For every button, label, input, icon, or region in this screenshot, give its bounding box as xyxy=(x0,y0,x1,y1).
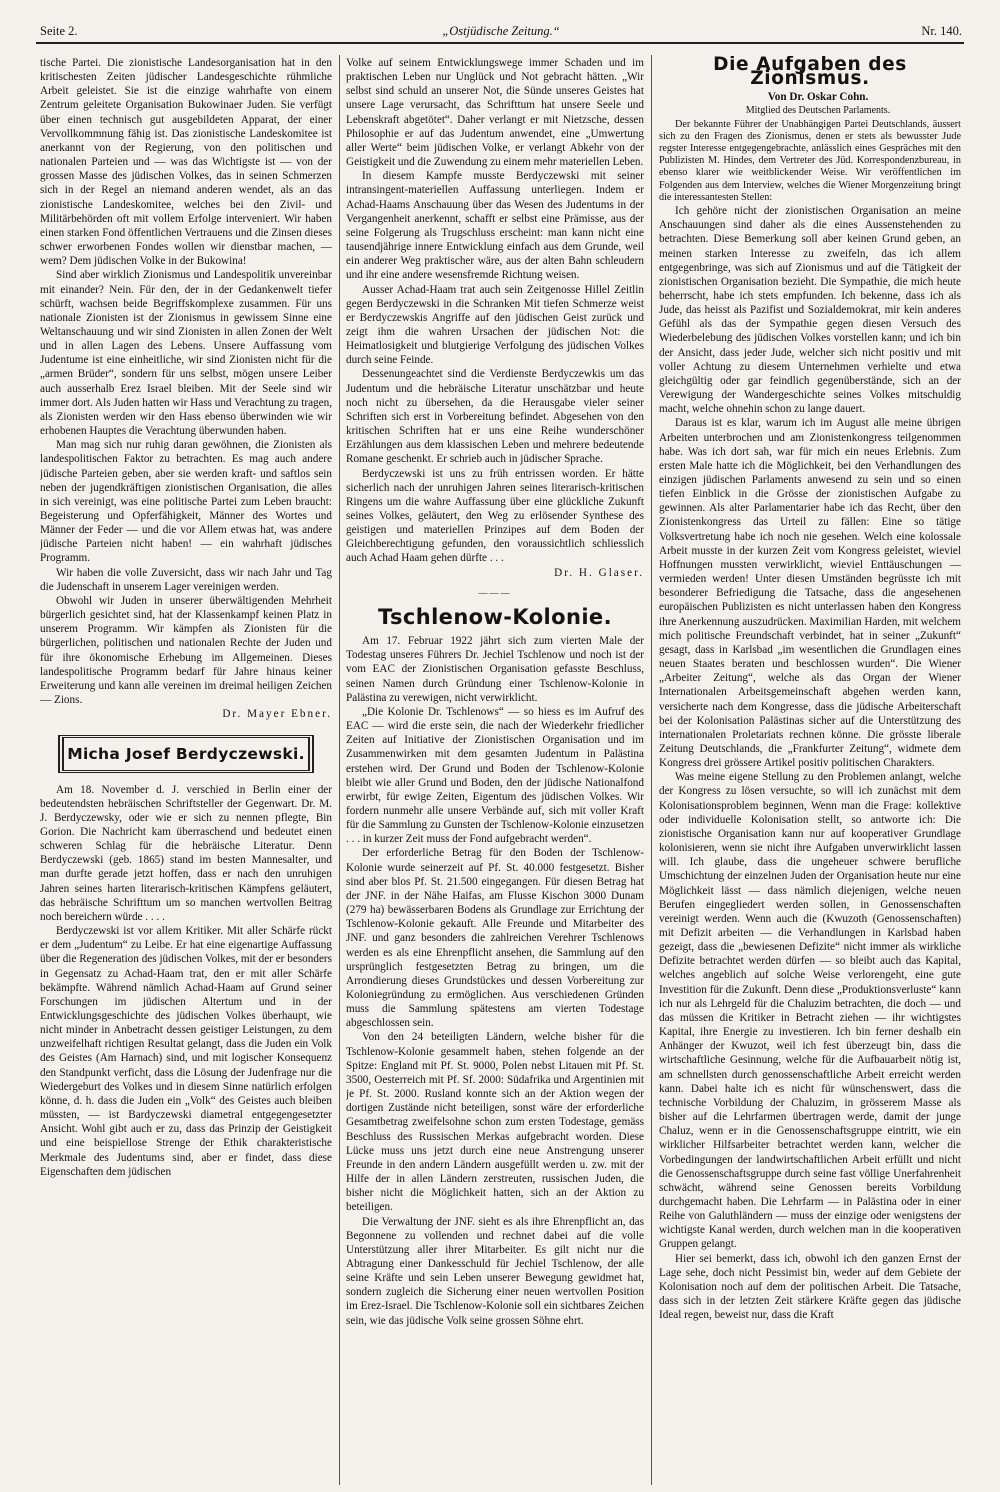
header-rule xyxy=(36,42,964,44)
paragraph: Am 18. November d. J. verschied in Berlin einer der bedeutendsten hebräischen Schriftsteller der Gegenwart. Dr. M. J. Berdyczewsky, oder wie er sich zu nennen pflegte, Bin Gorion. Die Nachricht kam überraschend und bedeutet einen schweren Schlag für die hebräische Literatur. Denn Berdyczewski (geb. 1865) stand im besten Mannesalter, und man durfte gerade jetzt hoffen, dass er nach den unruhigen Jahren seines harten literarisch-kritischen Kämpfens geläutert, das hebräische Schrifttum um so manchen wertvollen Beitrag noch bereichern würde . . . . xyxy=(40,783,332,923)
paragraph: Sind aber wirklich Zionismus und Landespolitik unvereinbar mit einander? Nein. Für den, der in der Gedankenwelt tiefer schürft, wachsen beide Begriffskomplexe zusammen. Für uns nationale Zionisten ist der Zionismus in gewissem Sinne eine Weltanschauung und wir sind Zionisten in allen Zonen der Welt und in allen Lagen des Lebens. Unsere Auffassung vom Judentume ist eine einheitliche, wir sind Zionisten nicht für die „armen Brüder“, sondern für uns selbst, mögen unsere Leiber auch ausserhalb Erez Israel bleiben. Mit der Seele sind wir immer dort. Als Juden hatten wir Hass und Verachtung zu tragen, als Zionisten werden wir den Hass ebenso überwinden wie wir erhobenen Hauptes die Verachtung überwunden haben. xyxy=(40,269,332,438)
paragraph: Dessenungeachtet sind die Verdienste Berdyczewkis um das Judentum und die hebräische Literatur unschätzbar und heute noch nicht zu übersehen, da die Herausgabe vieler seiner Schriften sich erst in Vorbereitung befindet. Abgesehen von den kritischen Schriften hat er uns eine Reihe wunderschöner Erzählungen aus dem klassischen Leben und mehrere bedeutende Romane geschenkt. Er schrieb auch in jüdischer Sprache. xyxy=(346,368,644,466)
author-mandate: Mitglied des Deutschen Parlaments. xyxy=(745,105,891,117)
article-title-tschlenow: Tschlenow-Kolonie. xyxy=(378,604,612,629)
page-header xyxy=(40,22,962,40)
author-signature: Dr. H. Glaser. xyxy=(554,566,644,579)
paragraph: Von den 24 beteiligten Ländern, welche bisher für die Tschlenow-Kolonie gesammelt haben, stehen folgende an der Spitze: England mit Pf. St. 9000, Polen nebst Litauen mit Pf. St. 3500, Oesterreich mit Pf. Sf. 2000: Südafrika und Argentinien mit je Pf. St. 2000. Rusland konnte sich an der Aktion wegen der dortigen Zustände nicht beteiligen, sonst wäre der erforderliche Gesamtbetrag zweifelsohne schon zum ersten Todestage, gemäss Beschluss des Russischen Merkas aufgebracht worden. Diese Lücke muss uns jetzt durch eine neue Anstrengung unserer Freunde in den andern Ländern ausgefüllt werden u. zw. mit der Hilfe der in allen Ländern zerstreuten, russischen Juden, die bisher nicht die Möglichkeit hatten, sich an der Aktion zu beteiligen. xyxy=(346,1031,644,1214)
paragraph: Berdyczewski ist vor allem Kritiker. Mit aller Schärfe rückt er dem „Judentum“ zu Leibe. Er hat eine eigenartige Auffassung über die Regeneration des jüdischen Volkes, mit der er besonders in Gegensatz zu Achad-Haam trat, den er mit aller Schärfe bekämpfte. Während nämlich Achad-Haam auf Grund seiner Forschungen im jüdischen Altertum und in der Entwicklungsgeschichte des jüdischen Volkes überhaupt, wie nicht minder in Anbetracht dessen geistiger Leistungen, zu dem unzweifelhaft richtigen Resultat gelangt, dass die Juden ein Volk des Geistes (Am Harnach) sind, und mit logischer Konsequenz den Standpunkt verficht, dass die Lösung der Judenfrage nur die Wiedergeburt des Volkes und in diesem Sinne natürlich erfolgen könne, d. h. dass die Juden ein „Volk“ des Geistes auch bleiben müssten, — ist Bardyczewski diametral entgegengesetzter Ansicht. Wohl gibt auch er zu, dass das Prinzip der Geistigkeit und eine beispiellose Strenge der Ethik charakteristische Merkmale des Judentums sind, aber er findet, dass diese Eigenschaften dem jüdischen xyxy=(40,925,332,1178)
paragraph: Hier sei bemerkt, dass ich, obwohl ich den ganzen Ernst der Lage sehe, doch nicht Pessimist bin, weder auf dem Gebiete der Kolonisation noch auf dem der politischen Arbeit. Die Tatsache, dass sich in der letzten Zeit stärkere Kräfte gegen das jüdische Ideal regen, beweist nur, dass die Kraft xyxy=(659,1252,961,1322)
column-left xyxy=(40,56,332,1486)
paragraph: In diesem Kampfe musste Berdyczewski mit seiner intransingent-materiellen Auffassung unterliegen. Indem er Achad-Haams Anschauung über das Wesen des Judentums in der Vergangenheit anerkennt, schafft er selbst eine Prämisse, aus der seine Folgerung als Trugschluss erscheint: man kann nicht eine tausendjährige innere Entwicklung einfach aus dem Grunde, weil ein anderer Weg praktischer wäre, aus der alten Bahn schleudern und ihr eine andere wesensfremde Richtung weisen. xyxy=(346,170,644,282)
column-right xyxy=(659,56,961,1486)
column-middle xyxy=(346,56,644,1486)
author-byline: Von Dr. Oskar Cohn. xyxy=(767,91,869,104)
paragraph: Wir haben die volle Zuversicht, dass wir nach Jahr und Tag die Judenschaft in unserem Lager vereinigen werden. xyxy=(40,566,332,593)
paragraph: Ich gehöre nicht der zionistischen Organisation an meine Anschauungen sind daher als die eines Aussenstehenden zu betrachten. Diese Bemerkung soll aber keinen Grund geben, an meinen starken Interesse zu zweifeln, das ich allem entgegenbringe, was sich auf Zionismus und auf die Tätigkeit der zionistischen Organisation bezieht. Die Sympathie, die mich heute beherrscht, habe ich stets empfunden. Ich bekenne, dass ich als Jude, das heisst als Pazifist und Sozialdemokrat, mir kein anderes Gefühl als das der Sympathie gegen diesen Versuch des Wiederbelebung des jüdischen Volkes vorstellen kann; und ich bin der Ansicht, dass jeder Jude, welcher sich nicht positiv und mit voller Achtung zu diesem Unternehmen verhielte und etwa gleichgültig oder gar feindlich gegenüberstände, sich an der Verewigung der Wandergeschichte seines Volkes mitschuldig macht, welche ohnehin schon zu lange dauert. xyxy=(659,205,961,416)
article-intro: Der bekannte Führer der Unabhängigen Partei Deutschlands, äussert sich zu den Fragen des Zionismus, denen er stets als bewusster Jude regster Interesse entgegengebrachte, anlässlich eines Gespräches mit den Publizisten M. Hindes, dem Vertreter des Jüd. Korrespondenzbureau, in ebenso klarer wie weitblickender Weise. Wir veröffentlichen im Folgenden aus dem Interview, welches die Wiener Morgenzeitung bringt die interessantesten Stellen: xyxy=(659,118,961,203)
page-number: Seite 2. xyxy=(40,24,78,38)
paragraph: Am 17. Februar 1922 jährt sich zum vierten Male der Todestag unseres Führers Dr. Jechiel Tschlenow und noch ist der vom EAC der Zionistischen Organisation gefasste Beschluss, seinen Namen durch Gründung einer Tschlenow-Kolonie in Palästina zu verewigen, nicht verwirklicht. xyxy=(346,635,644,704)
section-separator: ――― xyxy=(478,587,512,598)
column-divider xyxy=(339,55,340,1485)
paragraph: Obwohl wir Juden in unserer überwältigenden Mehrheit bürgerlich gesichtet sind, hat der Klassenkampf keinen Platz in unserem Programm. Wir kämpfen als Zionisten für die bürgerlichen, politischen und nationalen Rechte der Juden und für ihre ökonomische Erhebung im Allgemeinen. Dieses landespolitische Programm bedarf für Jahre hinaus keiner Erweiterung und kann alle vereinen im dreimal heiligen Zeichen — Zions. xyxy=(40,594,332,707)
article-continuation: tische Partei. Die zionistische Landesorganisation hat in den kritischesten Zeiten jüdischer Landesgeschichte rühmliche Arbeit geleistet. Sie ist die einzige wahrhafte von einem Zentrum geleitete Organisation Bukowinaer Juden. Sie verfügt über einen technisch gut ausgebildeten Apparat, der einer Vervollkommnung fähig ist. Das zionistische Landeskomitee ist anerkannt von der Regierung, von den politischen und nationalen Parteien und — was das Wichtigste ist — von der grossen Masse des jüdischen Volkes, das in seinen Schmerzen sich in der Regel an niemand anderen wendet, als an das zionistische Landeskomitee, welches bei den Zivil- und Militärbehörden oft mit vollem Erfolge interveniert. Wir haben einen starken Fond öffentlichen Vertrauens und die Zinsen dieses schwer erworbenen Fondes wollen wir dienstbar machen, — wem? Dem jüdischen Volke in der Bukowina! xyxy=(40,57,332,268)
article-title-zionismus: Die Aufgaben des Zionismus. xyxy=(713,56,907,90)
author-signature: Dr. Mayer Ebner. xyxy=(222,708,332,721)
article-title-berdyczewski: Micha Josef Berdyczewski. xyxy=(58,735,314,772)
article-continuation: Volke auf seinem Entwicklungswege immer Schaden und im praktischen Leben nur Unglück und Not gebracht hätten. „Wir selbst sind schuld an unserer Not, die Sünde unseres Geistes hat unsere Lage verursacht, das Schrifttum hat unsere Seele und Lebenskraft abgetötet“. Daher verlangt er mit Nietzsche, dessen Philosophie er auf das Judentum anwendet, eine „Umwertung aller Werte“ beim jüdischen Volke, er verlangt Abkehr von der Geistigkeit und die Zuwendung zu einem mehr materiellen Leben. xyxy=(346,57,644,169)
paragraph: „Die Kolonie Dr. Tschlenows“ — so hiess es im Aufruf des EAC — wird die erste sein, die nach der Wiederkehr friedlicher Zeiten auf Initiative der Zionistischen Organisation und im Zusammenwirken mit dem gesamten Judentum in Palästina erstehen wird. Der Grund und Boden der Tschlenow-Kolonie bleibt wie aller Grund und Boden, den der jüdische Nationalfond erwirbt, für ewige Zeiten, Eigentum des jüdischen Volkes. Wir fordern nunmehr alle unsere Verbände auf, sich mit voller Kraft für die Sammlung zu Gunsten der Tschlenow-Kolonie einzusetzen . . . in kurzer Zeit muss der Fond aufgebracht werden“. xyxy=(346,705,644,846)
column-divider xyxy=(651,55,652,1485)
paragraph: Man mag sich nur ruhig daran gewöhnen, die Zionisten als landespolitischen Faktor zu betrachten. Es mag auch andere jüdische Parteien geben, aber sie werden kraft- und saftlos sein neben der jugendkräftigen zionistischen Organisation, die alles in sich vereinigt, was eine politische Partei zum Leben braucht: Begeisterung und Opferfähigkeit, Männer des Wortes und Männer der Feder — und die vor Allem etwas hat, was andere jüdische Parteien nicht haben! — ein wahrhaft jüdisches Programm. xyxy=(40,439,332,565)
newspaper-name: „Ostjüdische Zeitung.“ xyxy=(442,24,560,38)
paragraph: Daraus ist es klar, warum ich im August alle meine übrigen Arbeiten unterbrochen und am Zionistenkongress teilgenommen habe. Was ich dort sah, war für mich ein neues Erlebnis. Zum ersten Male hatte ich die Möglichkeit, bei den Verhandlungen des einzigen jüdischen Parlaments anwesend zu sein und so einen tiefen Einblick in die Grösse der zionistischen Aufgabe zu gewinnen. Als alter Parlamentarier habe ich das Recht, über den Zionistenkongress das Urteil zu fällen: Eine so tätige Volksvertretung habe ich noch nie gesehen. Welch eine kolossale Arbeit musste in der kurzen Zeit vom Kongress geleistet, wieviel Hoffnungen mussten verwirklicht, wieviel Enttäuschungen — vermieden werden! Unter diesen Umständen begrüsste ich mit besonderer Befriedigung die Tatsache, dass die angesehenen europäischen Publizisten es nicht unterlassen haben den Kongress ihre Anerkennung auszudrücken. Maximilian Harden, mit welchem mich politische Freundschaft verbindet, hat in seiner „Zukunft“ gesagt, dass in Karlsbad „im wesentlichen die Grundlagen eines neuen Staates beraten und beschlossen wurden“. Die Wiener „Arbeiter Zeitung“, welche als das Organ der Wiener Internationalen Arbeitsgemeinschaft abgehen werden kann, versicherte nach dem Kongresse, dass die jüdische Arbeiterschaft bei der Kolonisation Palästinas sicher auf die Unterstützung des internationalen Proletariats rechnen könne. Die grösste liberale Zeitung Deutschlands, die „Frankfurter Zeitung“, widmete dem Kongress drei grössere Artikel positiv politischen Charakters. xyxy=(659,417,961,770)
paragraph: Berdyczewski ist uns zu früh entrissen worden. Er hätte sicherlich nach der unruhigen Jahren seines literarisch-kritischen Ringens um die wahre Auffassung über eine glückliche Zukunft seines Volkes, geläutert, den Weg zu erlösender Synthese des geistigen und materiellen Prinzipes auf dem Boden der Gleichberechtigung gefunden, den voraussichtlich schliesslich auch Achad Haam gehen dürfte . . . xyxy=(346,467,644,565)
paragraph: Ausser Achad-Haam trat auch sein Zeitgenosse Hillel Zeitlin gegen Berdyczewski in die Schranken Mit tiefen Schmerze weist er Berdyczewskis Angriffe auf den jüdischen Geist zurück und zeigt ihm die wahren Ursachen der jüdischen Not: die Heimatlosigkeit und blutgierige Verfolgung des jüdischen Volkes durch seine Feinde. xyxy=(346,283,644,367)
issue-number: Nr. 140. xyxy=(921,24,962,38)
paragraph: Was meine eigene Stellung zu den Problemen anlangt, welche der Kongress zu lösen versuchte, so will ich zunächst mit dem Kolonisationsproblem beginnen, Wenn man die Frage: kollektive oder individuelle Kolonisation stellt, so antworte ich: Die zionistische Organisation kann nur auf kooperativer Grundlage kolonisieren, wenn sie nicht ihre Aufgaben unverwirklicht lassen will. Ich glaube, dass die ungeheuer schwere berufliche Umschichtung der einzelnen Juden der Organisation heute nur eine Möglichkeit lässt — dass nämlich diejenigen, welche neuen Berufen eingegliedert werden sollen, in Genossenschaften vereinigt werden. Wenn auch die (Kwuzoth (Genossenschaften) mit Defizit arbeiten — die Verhandlungen in Karlsbad haben gezeigt, dass die „bewiesenen Defizite“ nicht immer als wirkliche Defizite betrachtet werden dürfen — so bleibt auch das Kapital, welches angeblich auf solche Weise verlorengeht, eine gute Investition für die Zukunft. Denn diese „Produktionsverluste“ kann ich nur als Lehrgeld für die Chaluzim betrachten, die doch — und das müssen die Kritiker in Betracht ziehen — ihr wichtigstes Kapital, ihre Energie zu investieren. Ich bin ferner deshalb ein Anhänger der Kwuzot, weil ich fest überzeugt bin, dass die wirtschaftliche Gesinnung, welche für die Aufbauarbeit nötig ist, am schnellsten durch genossenschaftliche Arbeit erreicht werden kann. Dabei halte ich es nicht für wünschenswert, dass die technische Vorbildung der Chaluzim, in grösserem Masse als bisher auf die Lehrfarmen übertragen werde, damit der junge Chaluz, wenn er in die Genossenschaftsgruppe eintritt, wie ein wirklicher Hilfsarbeiter betrachtet werden kann, welcher die Vorbedingungen der landwirtschaftlichen Arbeit erfüllt und nicht die Genossenschaftsgruppe durch seine fast völlige Unerfahrenheit schwächt, während seine Genossen bereits Vorbildung durchgemacht haben. Die Lehrfarm — in Palästina oder in einer Reihe von Galuthländern — muss der einzige oder wenigstens der wichtigste Kanal werden, durch welchen man in die kooperativen Gruppen gelangt. xyxy=(659,771,961,1251)
paragraph: Die Verwaltung der JNF. sieht es als ihre Ehrenpflicht an, das Begonnene zu vollenden und rechnet dabei auf die volle Unterstützung aller ihrer Mitarbeiter. Es gilt nicht nur die Abtragung einer Dankesschuld für Jechiel Tschlenow, der alle seine Kräfte und sein Leben unserer Bewegung gewidmet hat, sondern zugleich die Sicherung einer neuen wertvollen Position im Erez-Israel. Die Tschlenow-Kolonie soll ein sichtbares Zeichen sein, wie das jüdische Volk seine grossen Söhne ehrt. xyxy=(346,1215,644,1327)
paragraph: Der erforderliche Betrag für den Boden der Tschlenow-Kolonie wurde seinerzeit auf Pf. St. 40.000 festgesetzt. Bisher sind aber blos Pf. St. 21.500 eingegangen. Für diesen Betrag hat der JNF. in der Nähe Haifas, am Flusse Kischon 3000 Dunam (279 ha) bewässerbaren Bodens als Grundlage zur Errichtung der Tschlenow-Kolonie gekauft. Alle Freunde und Mitarbeiter des JNF. und ganz besonders die zahlreichen Verehrer Tschlenows werden es als eine Ehrenpflicht ansehen, die Sammlung auf den ursprünglich festgesetzten Betrag zu bringen, um die Arrondierung dieses Grundstückes und dessen Vorbereitung zur Koloniegründung zu ermöglichen. Aus verschiedenen Gründen muss die Sammlung spätestens am vierten Todestage abgeschlossen sein. xyxy=(346,847,644,1030)
